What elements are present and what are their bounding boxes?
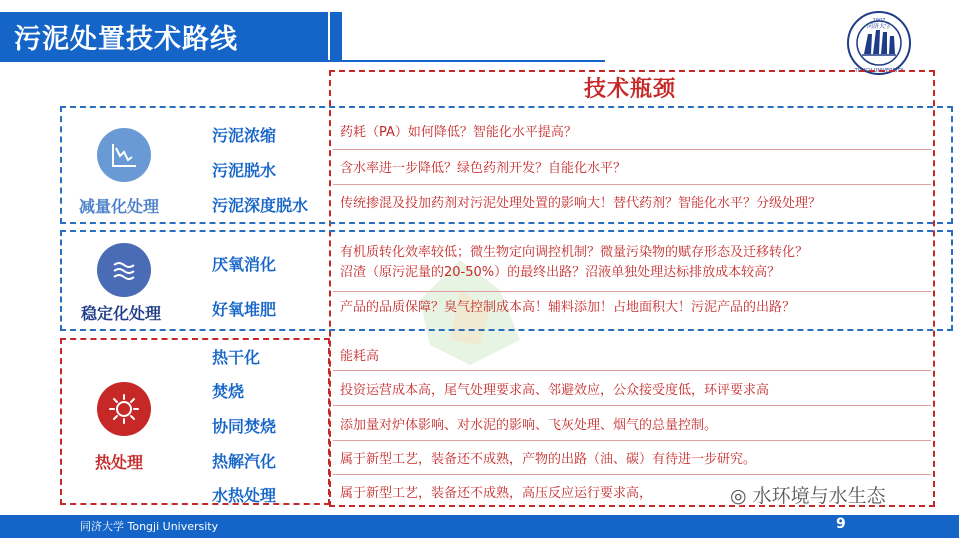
- divider: [333, 440, 931, 441]
- wechat-icon: ◎: [730, 485, 753, 507]
- method-thickening: 污泥浓缩: [212, 126, 277, 145]
- divider: [333, 474, 931, 475]
- group-label-stabilization: 稳定化处理: [81, 304, 162, 323]
- divider: [333, 184, 931, 185]
- page-title: 污泥处置技术路线: [14, 24, 238, 55]
- method-co-incineration: 协同焚烧: [212, 417, 277, 436]
- group-label-reduction: 减量化处理: [79, 197, 160, 216]
- title-accent: [330, 12, 342, 60]
- sun-icon: [97, 382, 151, 436]
- method-pyrolysis-gasification: 热解汽化: [212, 452, 277, 471]
- chart-down-icon: [97, 128, 151, 182]
- method-deep-dewatering: 污泥深度脱水: [212, 196, 309, 215]
- method-thermal-drying: 热干化: [212, 348, 261, 367]
- issue-thermal-drying: 能耗高: [340, 349, 380, 364]
- method-anaerobic-digestion: 厌氧消化: [212, 255, 277, 274]
- watermark: [730, 481, 886, 508]
- group-label-thermal: 热处理: [95, 453, 144, 472]
- divider: [333, 291, 931, 292]
- issue-deep-dewatering: 传统掺混及投加药剂对污泥处理处置的影响大！替代药剂？智能化水平？分级处理？: [340, 196, 822, 211]
- watermark-text: 水环境与水生态: [752, 485, 886, 507]
- issue-hydrothermal: 属于新型工艺，装备还不成熟，高压反应运行要求高，: [340, 486, 653, 501]
- issue-pyrolysis-gasification: 属于新型工艺，装备还不成熟，产物的出路（油、碳）有待进一步研究。: [340, 452, 757, 467]
- divider: [333, 405, 931, 406]
- bottleneck-title: 技术瓶颈: [583, 77, 676, 102]
- method-dewatering: 污泥脱水: [212, 161, 277, 180]
- issue-incineration: 投资运营成本高，尾气处理要求高、邻避效应，公众接受度低，环评要求高: [340, 383, 770, 398]
- issue-co-incineration: 添加量对炉体影响、对水泥的影响、飞灰处理、烟气的总量控制。: [340, 418, 718, 433]
- logo-year: 1907: [872, 18, 886, 24]
- university-logo-icon: [846, 10, 912, 76]
- method-hydrothermal: 水热处理: [212, 486, 277, 505]
- page-number: 9: [836, 516, 846, 532]
- logo-text-bottom: TONGJI UNIVERSITY: [854, 68, 904, 74]
- divider: [333, 370, 931, 371]
- divider: [333, 149, 931, 150]
- logo-text-top: 同济大学: [866, 23, 892, 30]
- method-aerobic-composting: 好氧堆肥: [212, 300, 277, 319]
- footer-university: 同济大学 Tongji University: [80, 520, 219, 533]
- issue-thickening: 药耗（PA）如何降低？智能化水平提高？: [340, 125, 577, 140]
- issue-aerobic-composting: 产品的品质保障？臭气控制成本高！辅料添加！占地面积大！污泥产品的出路？: [340, 300, 796, 315]
- wave-icon: [97, 243, 151, 297]
- title-underline: [0, 60, 605, 62]
- issue-anaerobic-digestion-line2: 沼渣（原污泥量的20-50%）的最终出路？沼液单独处理达标排放成本较高？: [340, 265, 781, 280]
- issue-anaerobic-digestion-line1: 有机质转化效率较低；微生物定向调控机制？微量污染物的赋存形态及迁移转化？: [340, 245, 809, 260]
- issue-dewatering: 含水率进一步降低？绿色药剂开发？自能化水平？: [340, 161, 627, 176]
- method-incineration: 焚烧: [212, 382, 245, 401]
